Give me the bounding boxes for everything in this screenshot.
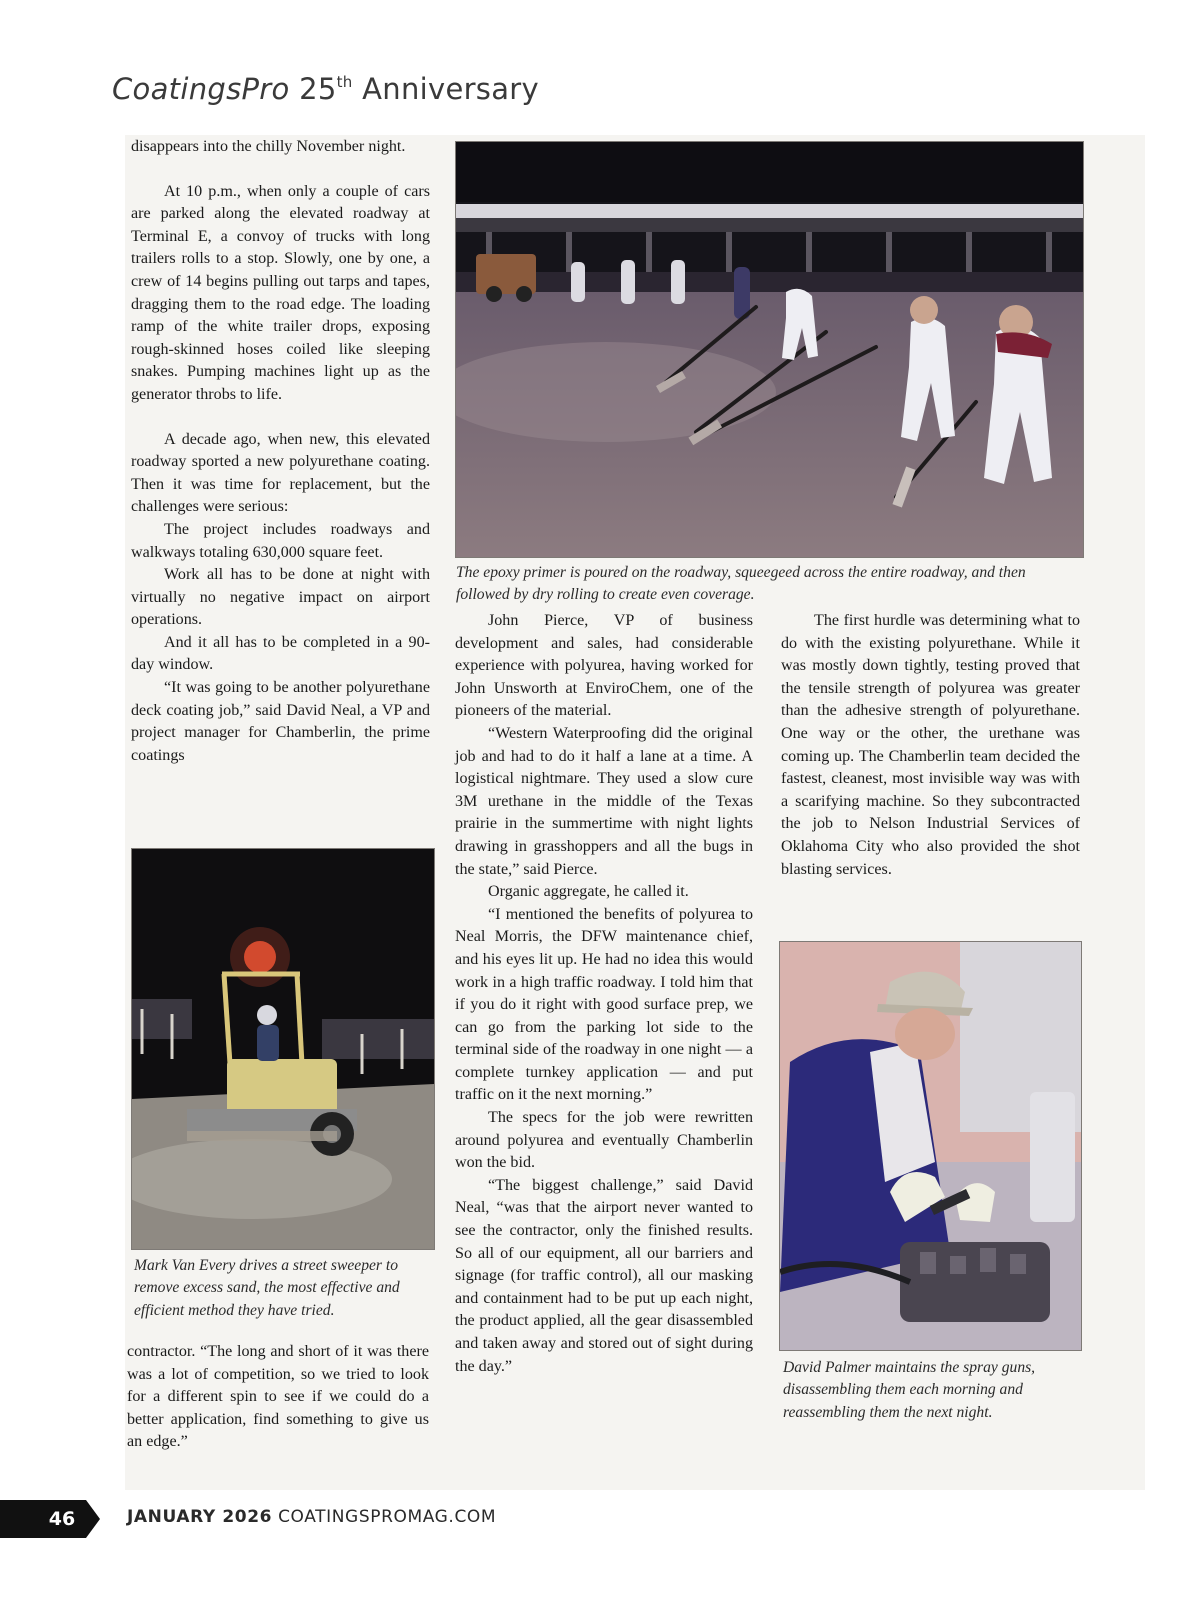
left-paragraph-4: The project includes roadways and walkways totaling 630,000 square feet. <box>131 520 430 561</box>
middle-paragraph-4: “I mentioned the benefits of polyurea to Neal Morris, the DFW maintenance chief, and his eyes lit up. He had no idea this would work in a high traffic roadway. I told him that if you do it right with good surface prep, we can go from the parking lot side to the terminal side of the roadway in one night — a complete turnkey application — and put traffic on it the next morning.” <box>455 905 753 1104</box>
left-paragraph-2: At 10 p.m., when only a couple of cars are parked along the elevated roadway at Terminal E, a convoy of trucks with long trailers rolls to a stop. Slowly, one by one, a crew of 14 begins pulling out tarps and tapes, dragging them to the road edge. The loading ramp of the white trailer drops, exposing rough-skinned hoses coiled like sleeping snakes. Pumping machines light up as the generator throbs to life. <box>131 182 430 403</box>
left-paragraph-1: disappears into the chilly November night. <box>131 138 406 155</box>
left-paragraph-8: contractor. “The long and short of it was there was a lot of competition, so we tried to look for a different spin to see if we could do a better application, find something to give us an edge.” <box>127 1343 429 1451</box>
photo-spray-gun-maintenance <box>779 941 1082 1351</box>
photo-street-sweeper <box>131 848 435 1250</box>
left-paragraph-7: “It was going to be another polyurethane deck coating job,” said David Neal, a VP and project manager for Chamberlin, the prime coatings <box>131 679 430 764</box>
header-number: 25 <box>299 72 337 106</box>
right-column <box>781 610 1080 881</box>
middle-paragraph-2: “Western Waterproofing did the original job and had to do it half a lane at a time. A logistical nightmare. They used a slow cure 3M urethane in the middle of the Texas prairie in the summertime with night lights drawing in grasshoppers and all the bugs in the state,” said Pierce. <box>455 724 753 878</box>
middle-paragraph-1: John Pierce, VP of business development and sales, had considerable experience with polyurea, having worked for John Unsworth at EnviroChem, one of the pioneers of the material. <box>455 612 753 720</box>
left-column-upper <box>131 136 430 767</box>
left-paragraph-6: And it all has to be completed in a 90-day window. <box>131 633 430 674</box>
magazine-header <box>112 72 539 106</box>
caption-top-photo: The epoxy primer is poured on the roadway, squeegeed across the entire roadway, and then followed by dry rolling to create even coverage. <box>456 564 1026 604</box>
left-paragraph-5: Work all has to be done at night with virtually no negative impact on airport operations. <box>131 566 430 629</box>
footer-issue-line <box>127 1507 496 1527</box>
crew-photo-illustration <box>456 142 1083 557</box>
sweeper-photo-illustration <box>132 849 434 1249</box>
header-brand: CoatingsPro <box>112 72 290 106</box>
middle-paragraph-6: “The biggest challenge,” said David Neal, “was that the airport never wanted to see the contractor, only the finished results. So all of our equipment, all our barriers and signage (for traffic control), all our masking and containment had to be put up each night, the product applied, all the gear disassembled and taken away and stored out of sight during the day.” <box>455 1176 753 1375</box>
left-column-lower <box>127 1341 429 1454</box>
footer-website: COATINGSPROMAG.COM <box>278 1507 497 1527</box>
footer-issue-date: JANUARY 2026 <box>127 1507 273 1527</box>
caption-left-photo: Mark Van Every drives a street sweeper to remove excess sand, the most effective and efficient method they have tried. <box>134 1257 400 1319</box>
header-anniversary: Anniversary <box>362 72 539 106</box>
left-paragraph-3: A decade ago, when new, this elevated roadway sported a new polyurethane coating. Then it was time for replacement, but the challenges were serious: <box>131 430 430 516</box>
header-suffix: th <box>336 73 353 91</box>
middle-paragraph-5: The specs for the job were rewritten around polyurea and eventually Chamberlin won the bid. <box>455 1109 753 1172</box>
right-paragraph-1: The first hurdle was determining what to do with the existing polyurethane. While it was mostly down tightly, testing proved that the tensile strength of polyurea was greater than the adhesive strength of polyurethane. One way or the other, the urethane was coming up. The Chamberlin team decided the fastest, cleanest, most invisible way was with a scarifying machine. So they subcontracted the job to Nelson Industrial Services of Oklahoma City who also provided the shot blasting services. <box>781 612 1080 878</box>
caption-right-photo: David Palmer maintains the spray guns, disassembling them each morning and reassembling them the next night. <box>783 1359 1036 1421</box>
middle-paragraph-3: Organic aggregate, he called it. <box>488 883 689 901</box>
photo-epoxy-primer-crew <box>455 141 1084 558</box>
page-number: 46 <box>48 1508 76 1530</box>
spray-gun-photo-illustration <box>780 942 1081 1350</box>
middle-column <box>455 610 753 1378</box>
